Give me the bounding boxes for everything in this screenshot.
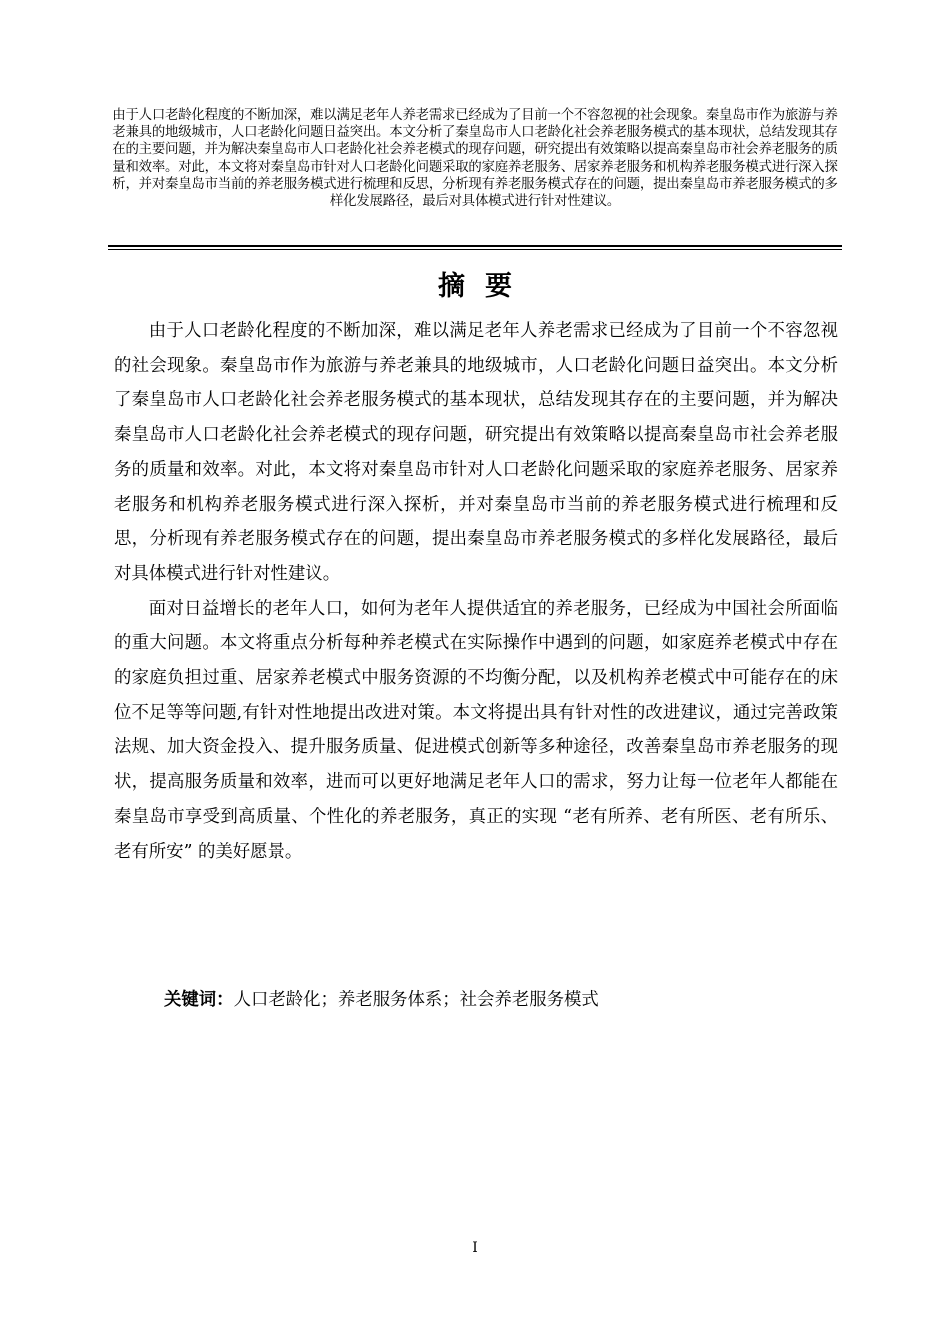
keywords-label: 关键词： — [164, 990, 234, 1010]
header-divider-thin — [108, 249, 842, 250]
abstract-paragraph-1: 由于人口老龄化程度的不断加深，难以满足老年人养老需求已经成为了目前一个不容忽视的社会现象。秦皇岛市作为旅游与养老兼具的地级城市，人口老龄化问题日益突出。本文分析了秦皇岛市人口老龄化社会养老服务模式的基本现状，总结发现其存在的主要问题，并为解决秦皇岛市人口老龄化社会养老模式的现存问题，研究提出有效策略以提高秦皇岛市社会养老服务的质量和效率。对此，本文将对秦皇岛市针对人口老龄化问题采取的家庭养老服务、居家养老服务和机构养老服务模式进行深入探析，并对秦皇岛市当前的养老服务模式进行梳理和反思，分析现有养老服务模式存在的问题，提出秦皇岛市养老服务模式的多样化发展路径，最后对具体模式进行针对性建议。 — [114, 321, 838, 584]
page-number: I — [472, 1240, 478, 1256]
header-divider-thick — [108, 245, 842, 247]
keywords-line — [164, 983, 844, 1017]
abstract-paragraph-2: 面对日益增长的老年人口，如何为老年人提供适宜的养老服务，已经成为中国社会所面临的重大问题。本文将重点分析每种养老模式在实际操作中遇到的问题，如家庭养老模式中存在的家庭负担过重、居家养老模式中服务资源的不均衡分配，以及机构养老模式中可能存在的床位不足等等问题,有针对性地提出改进对策。本文将提出具有针对性的改进建议，通过完善政策法规、加大资金投入、提升服务质量、促进模式创新等多种途径，改善秦皇岛市养老服务的现状，提高服务质量和效率，进而可以更好地满足老年人口的需求，努力让每一位老年人都能在秦皇岛市享受到高质量、个性化的养老服务，真正的实现 “老有所养、老有所医、老有所乐、老有所安” 的美好愿景。 — [114, 598, 838, 862]
abstract-body — [114, 314, 838, 869]
abstract-title: 摘要 — [438, 271, 532, 302]
running-header-summary: 由于人口老龄化程度的不断加深，难以满足老年人养老需求已经成为了目前一个不容忽视的社会现象。秦皇岛市作为旅游与养老兼具的地级城市，人口老龄化问题日益突出。本文分析了秦皇岛市人口老龄化社会养老服务模式的基本现状，总结发现其存在的主要问题，并为解决秦皇岛市人口老龄化社会养老模式的现存问题，研究提出有效策略以提高秦皇岛市社会养老服务的质量和效率。对此，本文将对秦皇岛市针对人口老龄化问题采取的家庭养老服务、居家养老服务和机构养老服务模式进行深入探析，并对秦皇岛市当前的养老服务模式进行梳理和反思，分析现有养老服务模式存在的问题，提出秦皇岛市养老服务模式的多样化发展路径，最后对具体模式进行针对性建议。 — [112, 108, 838, 210]
keywords-text: 人口老龄化；养老服务体系；社会养老服务模式 — [233, 990, 599, 1010]
